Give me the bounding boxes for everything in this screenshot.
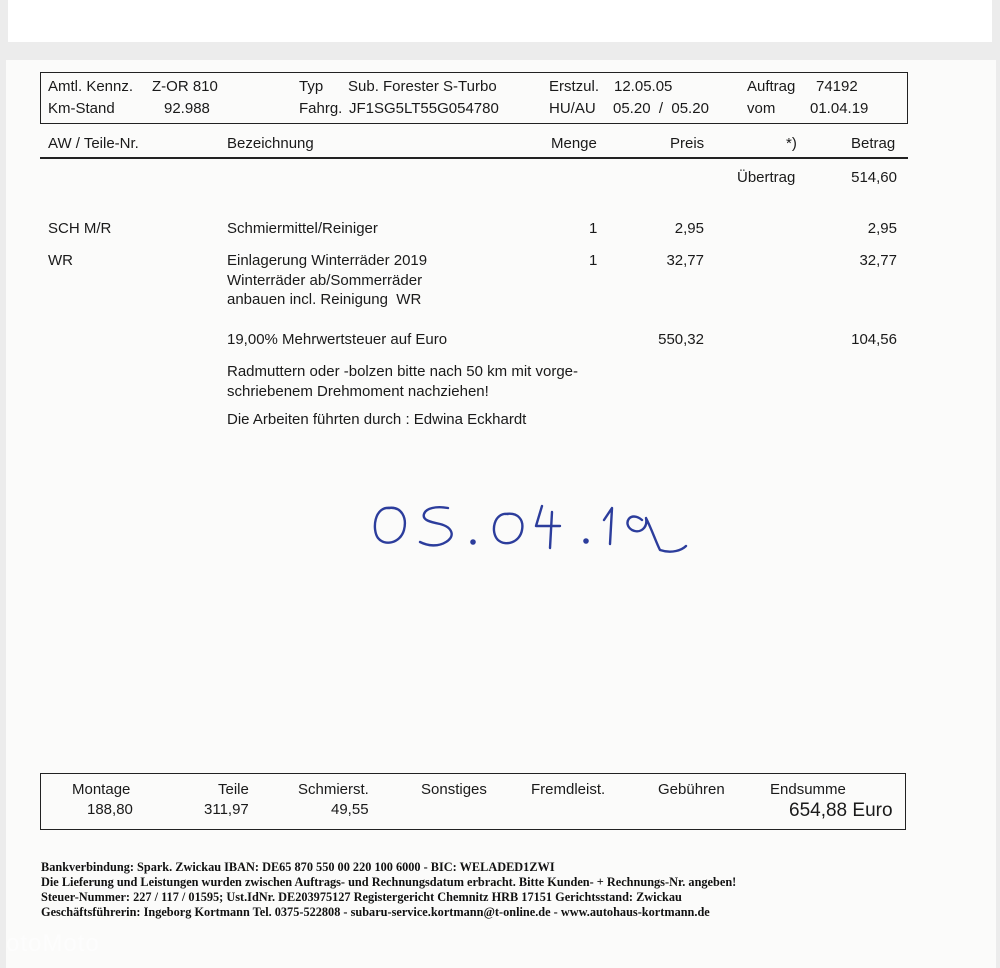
teile-label: Teile — [218, 781, 249, 798]
item-code: WR — [48, 252, 73, 269]
montage-value: 188,80 — [87, 801, 133, 818]
fahrg-value: JF1SG5LT55G054780 — [349, 100, 499, 117]
item-code: SCH M/R — [48, 220, 112, 237]
tax-base: 550,32 — [658, 331, 704, 348]
footer-tax-info: Steuer-Nummer: 227 / 117 / 01595; Ust.IdNr. DE203975127 Registergericht Chemnitz HRB 17151 Gerichtsstand: Zwickau — [41, 890, 682, 904]
item-amount: 32,77 — [859, 252, 897, 269]
fahrg-label: Fahrg. — [299, 100, 343, 117]
km-value: 92.988 — [164, 100, 210, 117]
watermark: otoMoto — [6, 930, 100, 957]
kennz-label: Amtl. Kennz. — [48, 78, 134, 95]
col-preis: Preis — [670, 135, 705, 152]
col-aw: AW / Teile-Nr. — [48, 135, 139, 152]
fremdleist-label: Fremdleist. — [531, 781, 606, 798]
col-star: *) — [786, 135, 797, 152]
note-line1: Radmuttern oder -bolzen bitte nach 50 km mit vorge- — [227, 363, 578, 380]
schmierst-label: Schmierst. — [298, 781, 369, 798]
note-line2: schriebenem Drehmoment nachziehen! — [227, 383, 489, 400]
col-bezeichnung: Bezeichnung — [227, 135, 314, 152]
footer-bank: Bankverbindung: Spark. Zwickau IBAN: DE65 870 550 00 220 100 6000 - BIC: WELADED1ZWI — [41, 860, 555, 874]
teile-value: 311,97 — [204, 801, 249, 818]
item-description-line2: Winterräder ab/Sommerräder — [227, 272, 423, 289]
typ-value: Sub. Forester S-Turbo — [348, 78, 497, 95]
sonstiges-label: Sonstiges — [421, 781, 487, 798]
item-description: Schmiermittel/Reiniger — [227, 220, 378, 237]
tax-amount: 104,56 — [851, 331, 897, 348]
item-description-line3: anbauen incl. Reinigung WR — [227, 291, 422, 308]
item-price: 32,77 — [666, 252, 704, 269]
montage-label: Montage — [72, 781, 131, 798]
col-menge: Menge — [551, 135, 597, 152]
worker-note: Die Arbeiten führten durch : Edwina Eckhardt — [227, 411, 527, 428]
col-betrag: Betrag — [851, 135, 896, 152]
typ-label: Typ — [299, 78, 324, 95]
footer-delivery-note: Die Lieferung und Leistungen wurden zwischen Auftrags- und Rechnungsdatum erbracht. Bitte Kunden- + Rechnungs-Nr. angeben! — [41, 875, 737, 889]
auftrag-value: 74192 — [816, 78, 858, 95]
uebertrag-label: Übertrag — [737, 169, 796, 186]
vom-value: 01.04.19 — [810, 100, 869, 117]
item-quantity: 1 — [589, 252, 598, 269]
endsumme-label: Endsumme — [770, 781, 846, 798]
item-amount: 2,95 — [867, 220, 897, 237]
km-label: Km-Stand — [48, 100, 115, 117]
kennz-value: Z-OR 810 — [152, 78, 218, 95]
schmierst-value: 49,55 — [331, 801, 369, 818]
uebertrag-value: 514,60 — [851, 169, 897, 186]
erstzul-label: Erstzul. — [549, 78, 600, 95]
endsumme-value: 654,88 Euro — [789, 800, 893, 821]
erstzul-value: 12.05.05 — [614, 78, 673, 95]
auftrag-label: Auftrag — [747, 78, 796, 95]
huau-value: 05.20 / 05.20 — [613, 100, 709, 117]
item-description: Einlagerung Winterräder 2019 — [227, 252, 428, 269]
gebuehren-label: Gebühren — [658, 781, 725, 798]
vom-label: vom — [747, 100, 776, 117]
tax-label: 19,00% Mehrwertsteuer auf Euro — [227, 331, 448, 348]
handwritten-date — [360, 490, 700, 560]
previous-page-strip — [8, 0, 992, 42]
huau-label: HU/AU — [549, 100, 596, 117]
footer-contact: Geschäftsführerin: Ingeborg Kortmann Tel. 0375-522808 - subaru-service.kortmann@t-online.de - www.autohaus-kortmann.de — [41, 905, 710, 919]
item-quantity: 1 — [589, 220, 598, 237]
item-price: 2,95 — [674, 220, 704, 237]
header-divider — [40, 157, 908, 159]
footer — [41, 860, 736, 920]
